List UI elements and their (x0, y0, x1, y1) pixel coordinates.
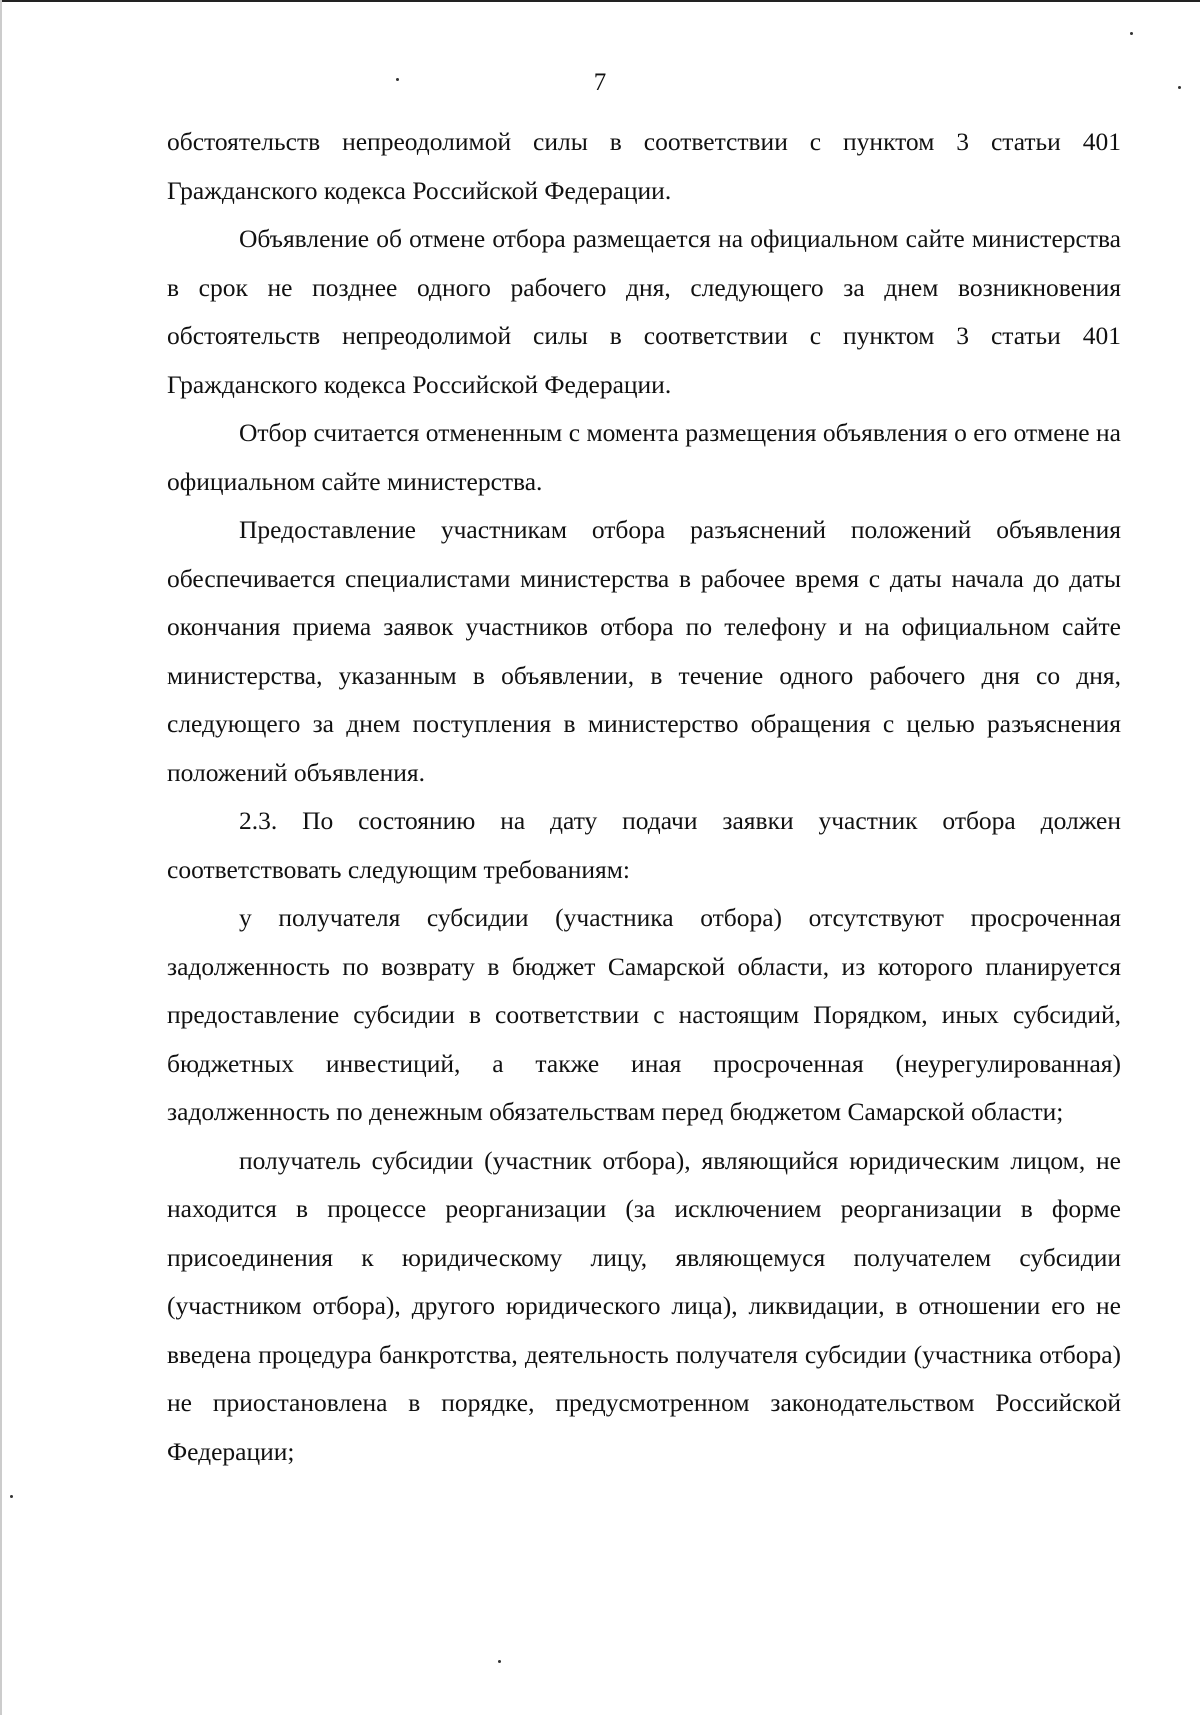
paragraph-selection-cancelled: Отбор считается отмененным с момента размещения объявления о его отмене на официальном сайте министерства. (167, 418, 1121, 496)
scan-speck (1178, 86, 1181, 89)
scan-speck (10, 1495, 13, 1498)
scan-speck (396, 78, 399, 81)
paragraph-clarifications: Предоставление участникам отбора разъяснений положений объявления обеспечивается специалистами министерства в рабочее время с даты начала до даты окончания приема заявок участников отбора по телефону и на официальном сайте министерства, указанным в объявлении, в течение одного рабочего дня со дня, следующего за днем поступления в министерство обращения с целью разъяснения положений объявления. (167, 515, 1121, 787)
page-number: 7 (593, 69, 607, 96)
document-body (167, 118, 1121, 1476)
scan-left-edge (0, 0, 2, 1715)
paragraph-section-2-3: 2.3. По состоянию на дату подачи заявки участник отбора должен соответствовать следующим требованиям: (167, 806, 1121, 884)
paragraph-requirement-debt: у получателя субсидии (участника отбора) отсутствуют просроченная задолженность по возврату в бюджет Самарской области, из которого планируется предоставление субсидии в соответствии с настоящим Порядком, иных субсидий, бюджетных инвестиций, а также иная просроченная (неурегулированная) задолженность по денежным обязательствам перед бюджетом Самарской области; (167, 903, 1121, 1126)
scan-speck (1130, 32, 1133, 35)
scan-speck (498, 1660, 501, 1663)
paragraph-cancellation-notice: Объявление об отмене отбора размещается на официальном сайте министерства в срок не позднее одного рабочего дня, следующего за днем возникновения обстоятельств непреодолимой силы в соответствии с пунктом 3 статьи 401 Гражданского кодекса Российской Федерации. (167, 224, 1121, 399)
paragraph-requirement-reorganization: получатель субсидии (участник отбора), являющийся юридическим лицом, не находится в процессе реорганизации (за исключением реорганизации в форме присоединения к юридическому лицу, являющемуся получателем субсидии (участником отбора), другого юридического лица), ликвидации, в отношении его не введена процедура банкротства, деятельность получателя субсидии (участника отбора) не приостановлена в порядке, предусмотренном законодательством Российской Федерации; (167, 1145, 1121, 1466)
paragraph-continuation: обстоятельств непреодолимой силы в соответствии с пунктом 3 статьи 401 Гражданского кодекса Российской Федерации. (167, 127, 1121, 205)
scan-top-edge (0, 0, 1200, 2)
